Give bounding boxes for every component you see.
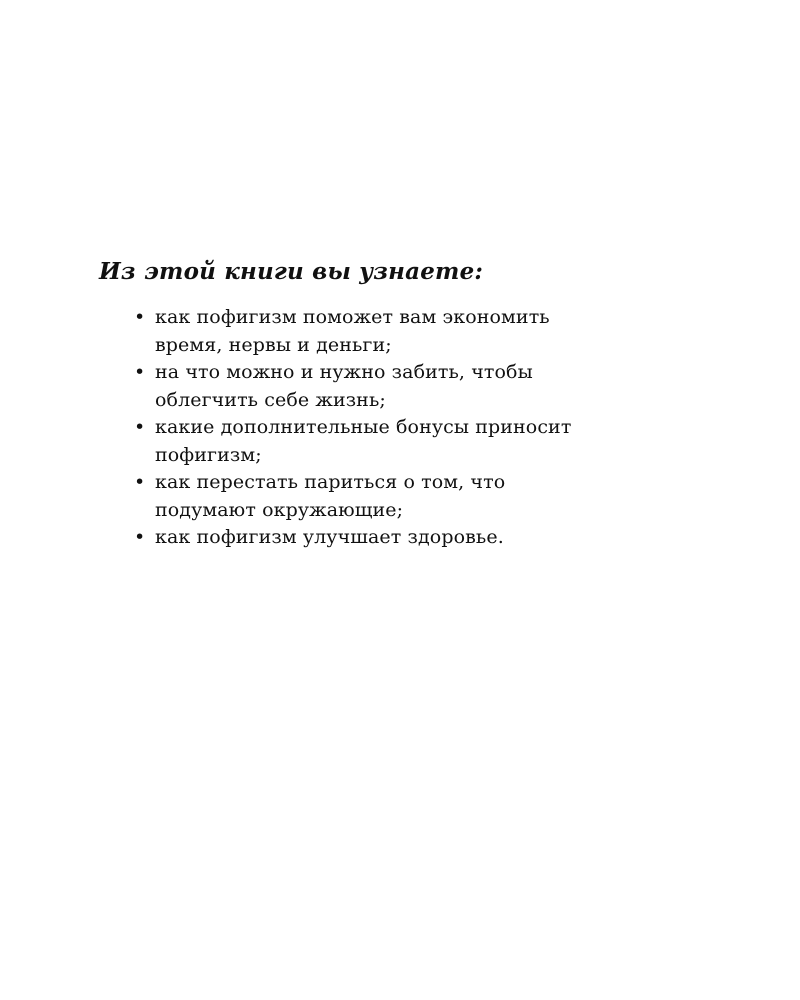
bullet-icon: • [134, 526, 146, 548]
bullet-icon: • [134, 416, 146, 438]
list-item-line: как пофигизм улучшает здоровье. [155, 526, 504, 548]
list-item-line: на что можно и нужно забить, чтобы [155, 361, 533, 383]
bullet-icon: • [134, 471, 146, 493]
list-item [134, 304, 654, 359]
list-item [134, 414, 654, 469]
section-heading: Из этой книги вы узнаете: [99, 258, 484, 285]
list-item-line: как перестать париться о том, что [155, 471, 506, 493]
list-item-line: облегчить себе жизнь; [155, 388, 386, 411]
bullet-icon: • [134, 306, 146, 328]
list-item [134, 469, 654, 524]
list-item-line: пофигизм; [155, 443, 262, 466]
list-item-line: как пофигизм поможет вам экономить [155, 306, 550, 328]
list-item-line: какие дополнительные бонусы приносит [155, 416, 572, 438]
list-item [134, 359, 654, 414]
list-item [134, 524, 654, 552]
benefits-list [134, 304, 654, 552]
bullet-icon: • [134, 361, 146, 383]
list-item-line: подумают окружающие; [155, 498, 404, 521]
list-item-line: время, нервы и деньги; [155, 333, 392, 356]
